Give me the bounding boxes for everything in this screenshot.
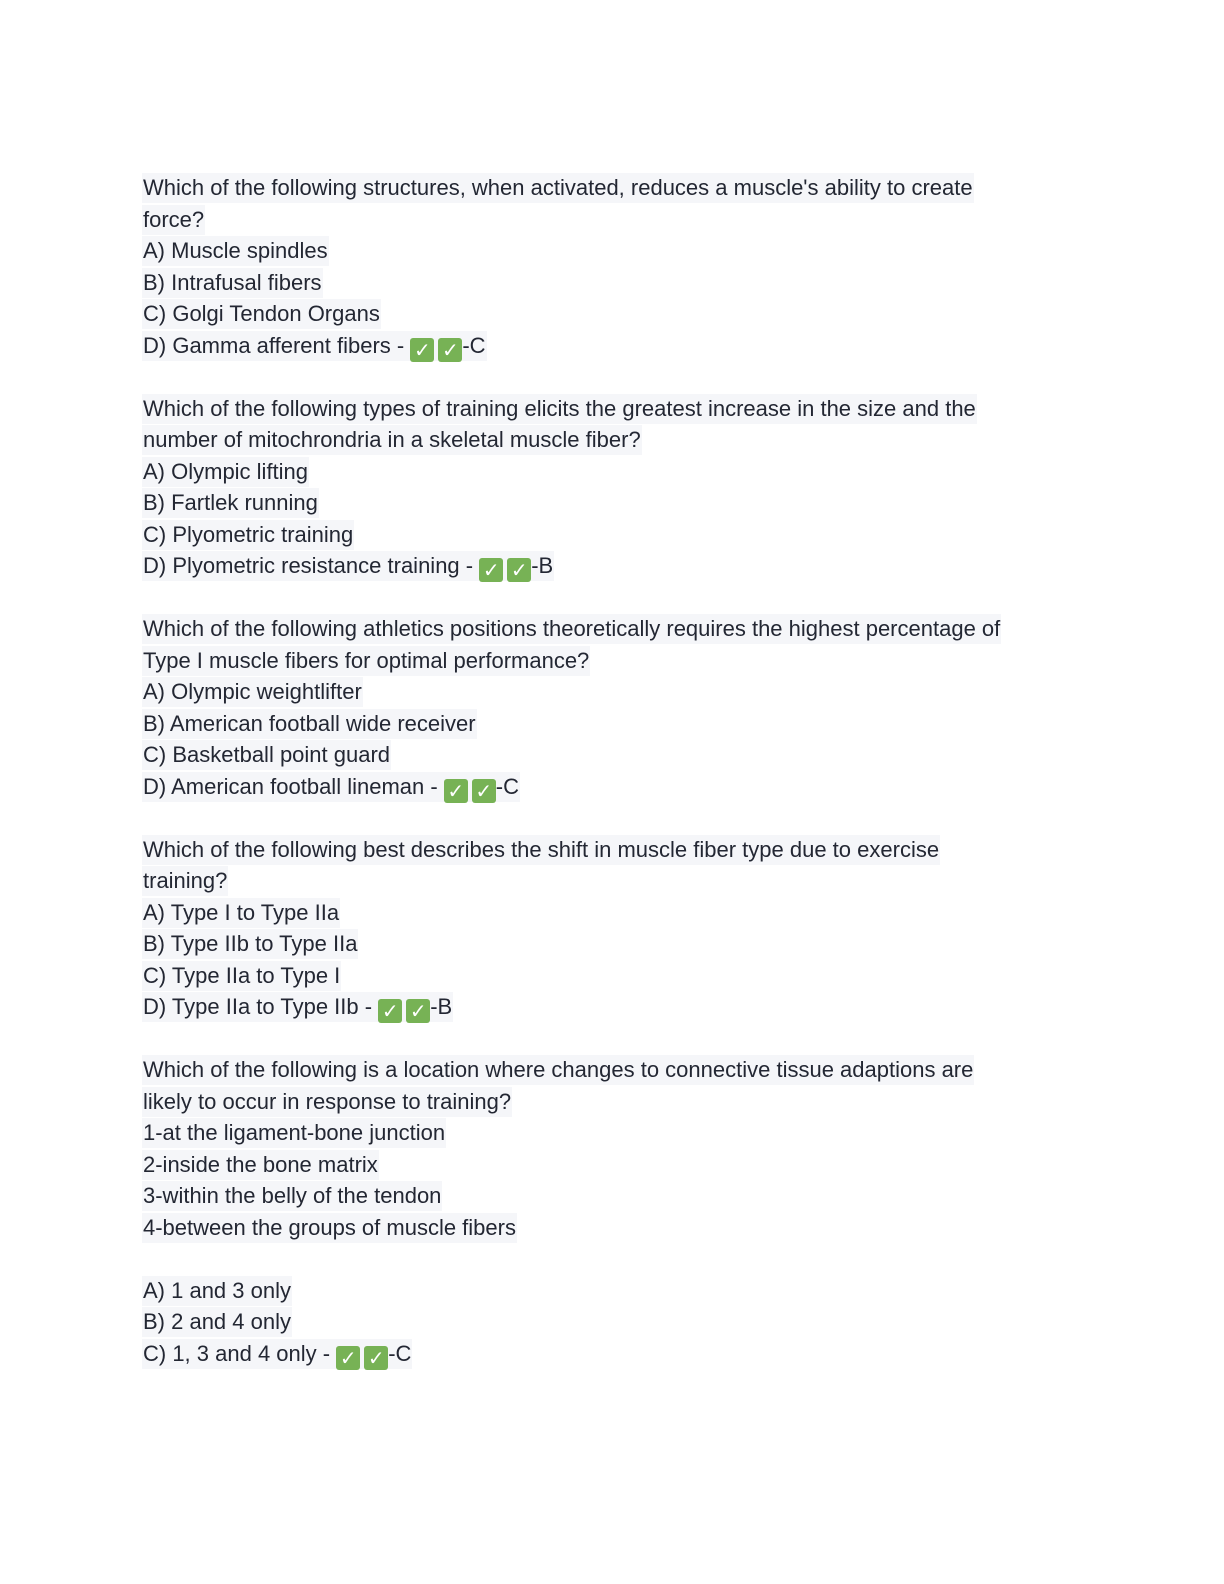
line-text: training? bbox=[142, 866, 228, 896]
line-text: A) Olympic lifting bbox=[142, 457, 309, 487]
blank-line bbox=[142, 361, 1102, 393]
question-text-line bbox=[142, 613, 1102, 645]
option-line bbox=[142, 739, 1102, 771]
question-text-line bbox=[142, 834, 1102, 866]
option-line bbox=[142, 1243, 1102, 1275]
question-text-line bbox=[142, 393, 1102, 425]
line-text: number of mitochrondria in a skeletal muscle fiber? bbox=[142, 425, 642, 455]
check-mark-icon: ✓ bbox=[364, 1346, 388, 1370]
answer-key: -C bbox=[462, 332, 486, 358]
line-text: Type I muscle fibers for optimal performance? bbox=[142, 646, 590, 676]
check-mark-icon: ✓ bbox=[479, 558, 503, 582]
check-mark-icon: ✓ bbox=[378, 999, 402, 1023]
option-line bbox=[142, 708, 1102, 740]
option-line bbox=[142, 1306, 1102, 1338]
blank-line bbox=[142, 582, 1102, 614]
line-text: Which of the following structures, when activated, reduces a muscle's ability to create bbox=[142, 173, 974, 203]
question-text-line bbox=[142, 172, 1102, 204]
option-line bbox=[142, 1180, 1102, 1212]
line-text: C) Golgi Tendon Organs bbox=[142, 299, 381, 329]
option-text: D) Gamma afferent fibers - bbox=[143, 332, 411, 358]
line-text: 3-within the belly of the tendon bbox=[142, 1181, 442, 1211]
question-text-line bbox=[142, 645, 1102, 677]
line-text: C) Plyometric training bbox=[142, 520, 354, 550]
option-line bbox=[142, 1212, 1102, 1244]
option-text: D) American football lineman - bbox=[143, 773, 444, 799]
line-text: C) Type IIa to Type I bbox=[142, 961, 341, 991]
question-text-line bbox=[142, 1086, 1102, 1118]
line-text: Which of the following best describes the shift in muscle fiber type due to exercise bbox=[142, 835, 940, 865]
line-text: B) Type IIb to Type IIa bbox=[142, 929, 358, 959]
line-text: A) Muscle spindles bbox=[142, 236, 329, 266]
option-text: D) Type IIa to Type IIb - bbox=[143, 994, 379, 1019]
option-line bbox=[142, 897, 1102, 929]
option-line bbox=[142, 487, 1102, 519]
check-mark-icon: ✓ bbox=[336, 1346, 360, 1370]
answer-key: -C bbox=[388, 1340, 412, 1366]
check-mark-icon: ✓ bbox=[410, 338, 434, 362]
option-line bbox=[142, 456, 1102, 488]
line-text: A) 1 and 3 only bbox=[142, 1276, 292, 1306]
line-text: 2-inside the bone matrix bbox=[142, 1150, 379, 1180]
line-text: Which of the following athletics positions theoretically requires the highest percentage of bbox=[142, 614, 1001, 644]
question-block bbox=[142, 613, 1102, 802]
check-mark-icon: ✓ bbox=[472, 779, 496, 803]
line-text: B) Fartlek running bbox=[142, 488, 319, 518]
option-text: D) Plyometric resistance training - bbox=[143, 553, 480, 578]
question-text-line bbox=[142, 865, 1102, 897]
answer-option bbox=[142, 772, 520, 802]
question-text-line bbox=[142, 424, 1102, 456]
answer-key: -C bbox=[495, 773, 520, 799]
option-line bbox=[142, 298, 1102, 330]
line-text: B) 2 and 4 only bbox=[142, 1307, 292, 1337]
answer-line bbox=[142, 991, 1102, 1023]
answer-option bbox=[142, 992, 453, 1022]
answer-line bbox=[142, 1338, 1102, 1370]
option-line bbox=[142, 1117, 1102, 1149]
answer-option bbox=[142, 331, 487, 361]
line-text: force? bbox=[142, 205, 205, 235]
line-text: 1-at the ligament-bone junction bbox=[142, 1118, 446, 1148]
answer-option bbox=[142, 1339, 412, 1369]
option-line bbox=[142, 235, 1102, 267]
check-mark-icon: ✓ bbox=[507, 558, 531, 582]
line-text: Which of the following is a location where changes to connective tissue adaptions are bbox=[142, 1055, 974, 1085]
question-block bbox=[142, 172, 1102, 361]
answer-line bbox=[142, 771, 1102, 803]
answer-line bbox=[142, 330, 1102, 362]
option-line bbox=[142, 519, 1102, 551]
question-block bbox=[142, 1054, 1102, 1369]
option-line bbox=[142, 676, 1102, 708]
check-mark-icon: ✓ bbox=[444, 779, 468, 803]
line-text: B) American football wide receiver bbox=[142, 709, 477, 739]
line-text: A) Type I to Type IIa bbox=[142, 898, 340, 928]
line-text: 4-between the groups of muscle fibers bbox=[142, 1213, 517, 1243]
question-text-line bbox=[142, 1054, 1102, 1086]
line-text: B) Intrafusal fibers bbox=[142, 268, 323, 298]
check-mark-icon: ✓ bbox=[438, 338, 462, 362]
question-block bbox=[142, 834, 1102, 1023]
option-line bbox=[142, 1149, 1102, 1181]
option-line bbox=[142, 928, 1102, 960]
question-text-line bbox=[142, 204, 1102, 236]
line-text: Which of the following types of training elicits the greatest increase in the size and the bbox=[142, 394, 977, 424]
line-text: likely to occur in response to training? bbox=[142, 1087, 512, 1117]
blank-line bbox=[142, 1023, 1102, 1055]
option-line bbox=[142, 1275, 1102, 1307]
answer-line bbox=[142, 550, 1102, 582]
line-text: A) Olympic weightlifter bbox=[142, 677, 363, 707]
answer-option bbox=[142, 551, 554, 581]
option-line bbox=[142, 960, 1102, 992]
blank-line bbox=[142, 802, 1102, 834]
option-line bbox=[142, 267, 1102, 299]
document-page bbox=[142, 172, 1102, 1369]
option-text: C) 1, 3 and 4 only - bbox=[143, 1340, 337, 1366]
line-text: C) Basketball point guard bbox=[142, 740, 391, 770]
answer-key: -B bbox=[430, 994, 453, 1019]
check-mark-icon: ✓ bbox=[406, 999, 430, 1023]
question-block bbox=[142, 393, 1102, 582]
answer-key: -B bbox=[531, 553, 554, 578]
